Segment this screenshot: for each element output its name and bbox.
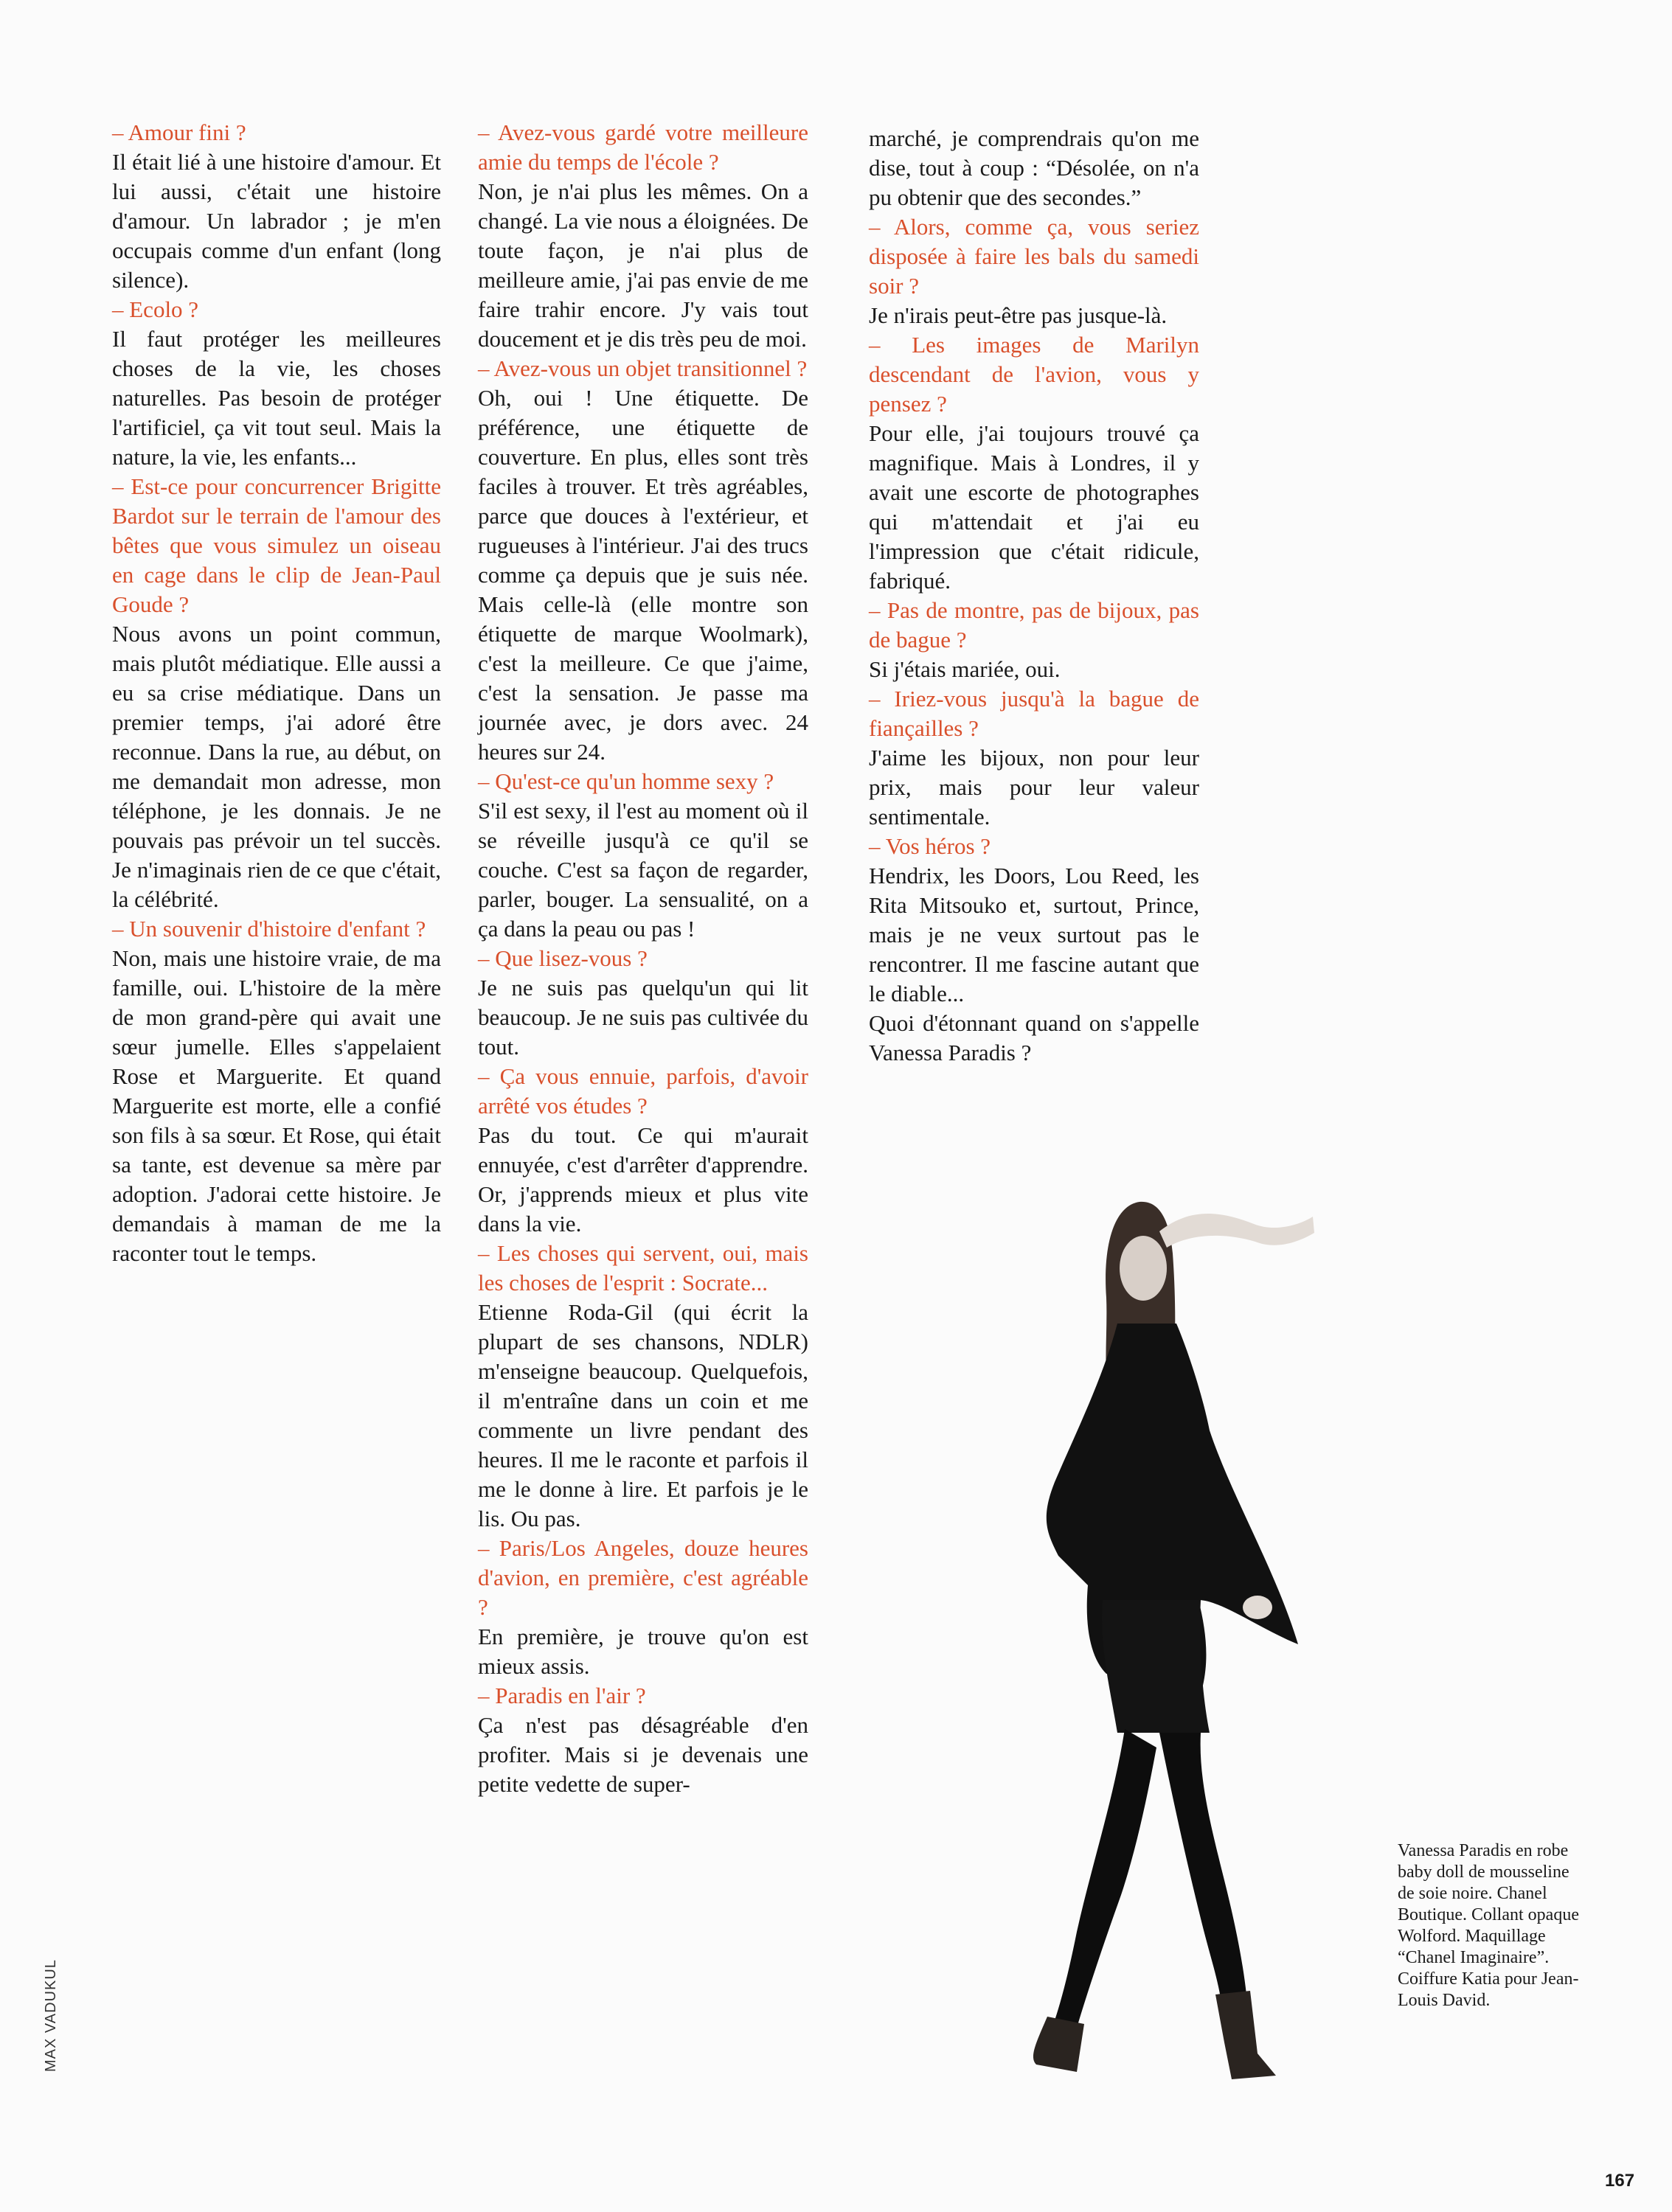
interview-answer: marché, je comprendrais qu'on me dise, tout à coup : “Désolée, on n'a pu obtenir que des secondes.” (869, 125, 1199, 210)
interview-answer: Nous avons un point commun, mais plutôt médiatique. Elle aussi a eu sa crise médiatique. Dans un premier temps, j'ai adoré être reconnue. Dans la rue, au début, on me demandait mon adresse, mon téléphone, je les donnais. Je ne pouvais pas prévoir un tel succès. Je n'imaginais rien de ce que c'était, la célébrité. (112, 621, 441, 912)
interview-answer: Il faut protéger les meilleures choses de la vie, les choses naturelles. Pas besoin de protéger l'artificiel, ça vit tout seul. Mais la nature, la vie, les enfants... (112, 326, 441, 470)
photo-caption: Vanessa Paradis en robe baby doll de mousseline de soie noire. Chanel Boutique. Collant opaque Wolford. Maquillage “Chanel Imaginaire”. Coiffure Katia pour Jean-Louis David. (1398, 1841, 1579, 2010)
text-column-1 (112, 118, 441, 1268)
interview-answer: Non, je n'ai plus les mêmes. On a changé. La vie nous a éloignées. De toute façon, je n'ai plus de meilleure amie, j'ai pas envie de me faire trahir encore. J'y vais tout doucement et je dis très peu de moi. (478, 178, 808, 352)
interview-answer: Si j'étais mariée, oui. (869, 656, 1061, 682)
interview-question: – Est-ce pour concurrencer Brigitte Bardot sur le terrain de l'amour des bêtes que vous simulez un oiseau en cage dans le clip de Jean-Paul Goude ? (112, 473, 441, 617)
text-column-3 (869, 124, 1199, 1068)
interview-question: – Iriez-vous jusqu'à la bague de fiançailles ? (869, 686, 1199, 741)
page-number: 167 (1605, 2171, 1635, 2191)
interview-answer: J'aime les bijoux, non pour leur prix, mais pour leur valeur sentimentale. (869, 745, 1199, 830)
photo-credit: MAX VADUKUL (43, 1959, 59, 2072)
interview-question: – Amour fini ? (112, 119, 246, 145)
interview-answer: Il était lié à une histoire d'amour. Et lui aussi, c'était une histoire d'amour. Un labrador ; je m'en occupais comme d'un enfant (long silence). (112, 149, 441, 293)
interview-question: – Avez-vous gardé votre meilleure amie du temps de l'école ? (478, 119, 808, 175)
interview-question: – Paris/Los Angeles, douze heures d'avion, en première, c'est agréable ? (478, 1535, 808, 1620)
interview-answer: Non, mais une histoire vraie, de ma famille, oui. L'histoire de la mère de mon grand-père qui avait une sœur jumelle. Elles s'appelaient Rose et Marguerite. Et quand Marguerite est morte, elle a confié son fils à sa sœur. Et Rose, qui était sa tante, est devenue sa mère par adoption. J'adorai cette histoire. Je demandais à maman de me la raconter tout le temps. (112, 945, 441, 1266)
interview-question: – Qu'est-ce qu'un homme sexy ? (478, 768, 774, 794)
interview-answer: S'il est sexy, il l'est au moment où il se réveille jusqu'à ce qu'il se couche. C'est sa façon de regarder, parler, bouger. La sensualité, on a ça dans la peau ou pas ! (478, 798, 808, 942)
interview-answer: Je n'irais peut-être pas jusque-là. (869, 302, 1168, 328)
interview-question: – Paradis en l'air ? (478, 1683, 646, 1708)
interview-answer: Oh, oui ! Une étiquette. De préférence, une étiquette de couverture. En plus, elles sont très faciles à trouver. Et très agréables, parce que douces à l'extérieur, et rugueuses à l'intérieur. J'ai des trucs comme ça depuis que je suis née. Mais celle-là (elle montre son étiquette de marque Woolmark), c'est la meilleure. Ce que j'aime, c'est la sensation. Je passe ma journée avec, je dors avec. 24 heures sur 24. (478, 385, 808, 765)
interview-question: – Avez-vous un objet transitionnel ? (478, 355, 808, 381)
interview-answer: Etienne Roda-Gil (qui écrit la plupart de ses chansons, NDLR) m'enseigne beaucoup. Quelquefois, il m'entraîne dans un coin et me commente un livre pendant des heures. Il me le raconte et parfois il me le donne à lire. Et parfois je le lis. Ou pas. (478, 1299, 808, 1531)
photo-vanessa-paradis (966, 1187, 1350, 2094)
interview-answer: Hendrix, les Doors, Lou Reed, les Rita Mitsouko et, surtout, Prince, mais je ne veux surtout pas le rencontrer. Il me fascine autant que le diable... (869, 863, 1199, 1006)
interview-question: – Les choses qui servent, oui, mais les choses de l'esprit : Socrate... (478, 1240, 808, 1295)
interview-answer: Ça n'est pas désagréable d'en profiter. Mais si je devenais une petite vedette de super- (478, 1712, 808, 1797)
interview-answer: Je ne suis pas quelqu'un qui lit beaucoup. Je ne suis pas cultivée du tout. (478, 975, 808, 1060)
interview-question: – Ecolo ? (112, 296, 199, 322)
interview-question: – Pas de montre, pas de bijoux, pas de bague ? (869, 597, 1199, 653)
interview-question: – Un souvenir d'histoire d'enfant ? (112, 916, 426, 942)
interview-answer: Pour elle, j'ai toujours trouvé ça magnifique. Mais à Londres, il y avait une escorte de photographes qui m'attendait et j'ai eu l'impression que c'était ridicule, fabriqué. (869, 420, 1199, 594)
interview-question: – Vos héros ? (869, 833, 991, 859)
interview-answer: Pas du tout. Ce qui m'aurait ennuyée, c'est d'arrêter d'apprendre. Or, j'apprends mieux et plus vite dans la vie. (478, 1122, 808, 1237)
text-column-2 (478, 118, 808, 1799)
interview-question: – Alors, comme ça, vous seriez disposée à faire les bals du samedi soir ? (869, 214, 1199, 299)
interview-answer: En première, je trouve qu'on est mieux assis. (478, 1624, 808, 1679)
interview-question: – Que lisez-vous ? (478, 945, 648, 971)
interview-answer: Quoi d'étonnant quand on s'appelle Vanessa Paradis ? (869, 1010, 1199, 1065)
interview-question: – Ça vous ennuie, parfois, d'avoir arrêté vos études ? (478, 1063, 808, 1119)
interview-question: – Les images de Marilyn descendant de l'avion, vous y pensez ? (869, 332, 1199, 417)
